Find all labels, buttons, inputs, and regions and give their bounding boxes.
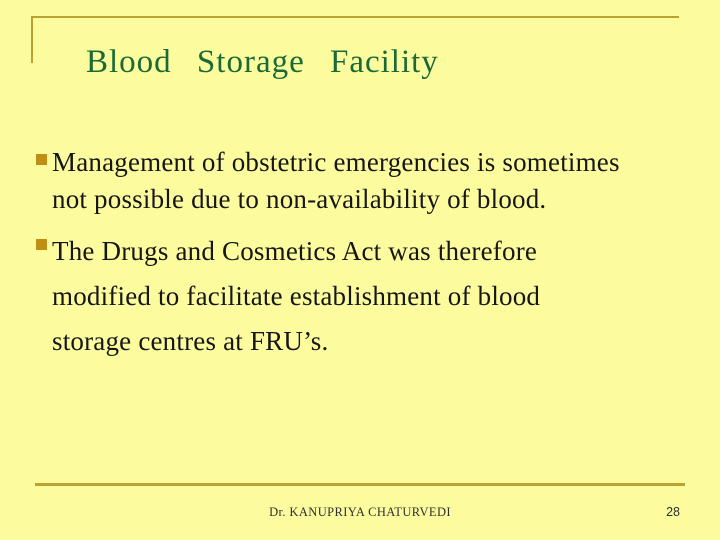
footer-author: Dr. KANUPRIYA CHATURVEDI bbox=[269, 505, 451, 519]
left-border-line bbox=[31, 16, 33, 63]
bullet-text-line: not possible due to non-availability of blood. bbox=[52, 184, 547, 214]
bullet-text bbox=[52, 229, 540, 364]
bullet-text-line: The Drugs and Cosmetics Act was therefore bbox=[52, 236, 538, 266]
top-border-line bbox=[31, 16, 679, 18]
bullet-item bbox=[36, 144, 684, 218]
slide-title: Blood Storage Facility bbox=[86, 44, 439, 80]
page-number: 28 bbox=[666, 505, 680, 519]
bullet-text-line: Management of obstetric emergencies is sometimes bbox=[52, 147, 620, 177]
bullet-text bbox=[52, 144, 620, 218]
bullet-square-icon bbox=[36, 154, 47, 165]
bullet-item bbox=[36, 229, 684, 364]
bullet-list bbox=[36, 144, 684, 364]
bullet-text-line: modified to facilitate establishment of blood bbox=[52, 281, 541, 311]
footer-divider-line bbox=[35, 483, 685, 486]
bullet-square-icon bbox=[36, 239, 47, 250]
bullet-text-line: storage centres at FRU’s. bbox=[52, 326, 329, 356]
